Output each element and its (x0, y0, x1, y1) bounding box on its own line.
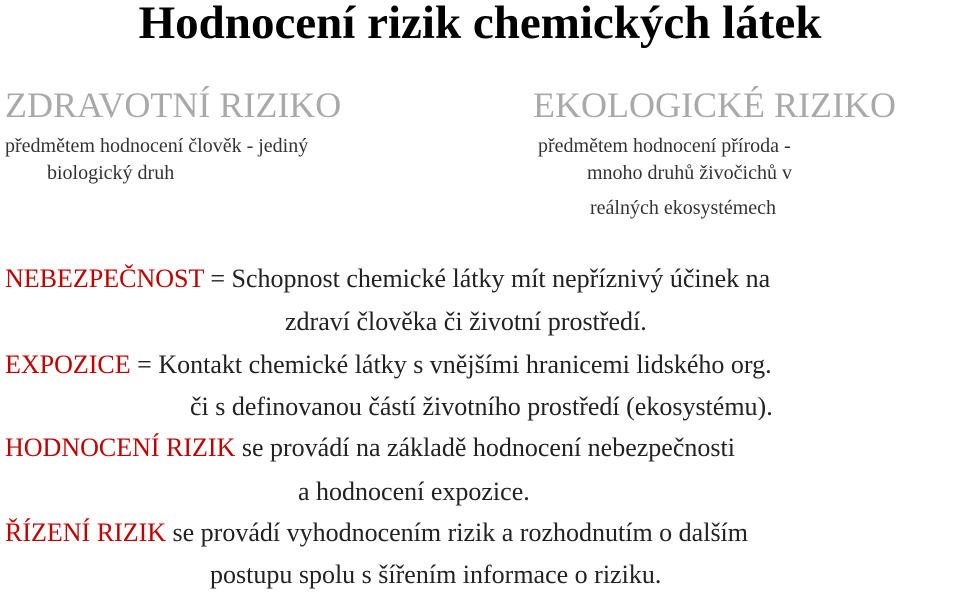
exposure-text-2: či s definovanou částí životního prostředí (ekosystému). (190, 392, 773, 421)
assessment-text-2: a hodnocení expozice. (298, 477, 530, 506)
hazard-definition (5, 264, 770, 294)
ecological-risk-heading: EKOLOGICKÉ RIZIKO (533, 85, 896, 125)
management-term: ŘÍZENÍ RIZIK (5, 518, 167, 547)
ecological-risk-line-2: mnoho druhů živočichů v (587, 162, 792, 184)
health-risk-line-1: předmětem hodnocení člověk - jediný (5, 135, 309, 157)
assessment-text-1: se provádí na základě hodnocení nebezpečnosti (235, 433, 735, 462)
hazard-text-1: = Schopnost chemické látky mít nepříznivý účinek na (203, 264, 771, 293)
management-text-1: se provádí vyhodnocením rizik a rozhodnutím o dalším (166, 518, 749, 547)
health-risk-line-2: biologický druh (47, 162, 175, 184)
exposure-text-1: = Kontakt chemické látky s vnějšími hranicemi lidského org. (130, 350, 772, 379)
exposure-definition (5, 350, 772, 380)
ecological-risk-line-3: reálných ekosystémech (590, 197, 777, 219)
assessment-term: HODNOCENÍ RIZIK (5, 433, 236, 462)
hazard-text-2: zdraví člověka či životní prostředí. (285, 307, 647, 336)
assessment-definition (5, 433, 735, 463)
management-definition (5, 518, 748, 548)
exposure-term: EXPOZICE (5, 350, 131, 379)
ecological-risk-line-1: předmětem hodnocení příroda - (538, 135, 791, 157)
management-text-2: postupu spolu s šířením informace o riziku. (210, 560, 662, 589)
page-title: Hodnocení rizik chemických látek (138, 0, 822, 49)
hazard-term: NEBEZPEČNOST (5, 264, 204, 293)
health-risk-heading: ZDRAVOTNÍ RIZIKO (5, 85, 342, 125)
